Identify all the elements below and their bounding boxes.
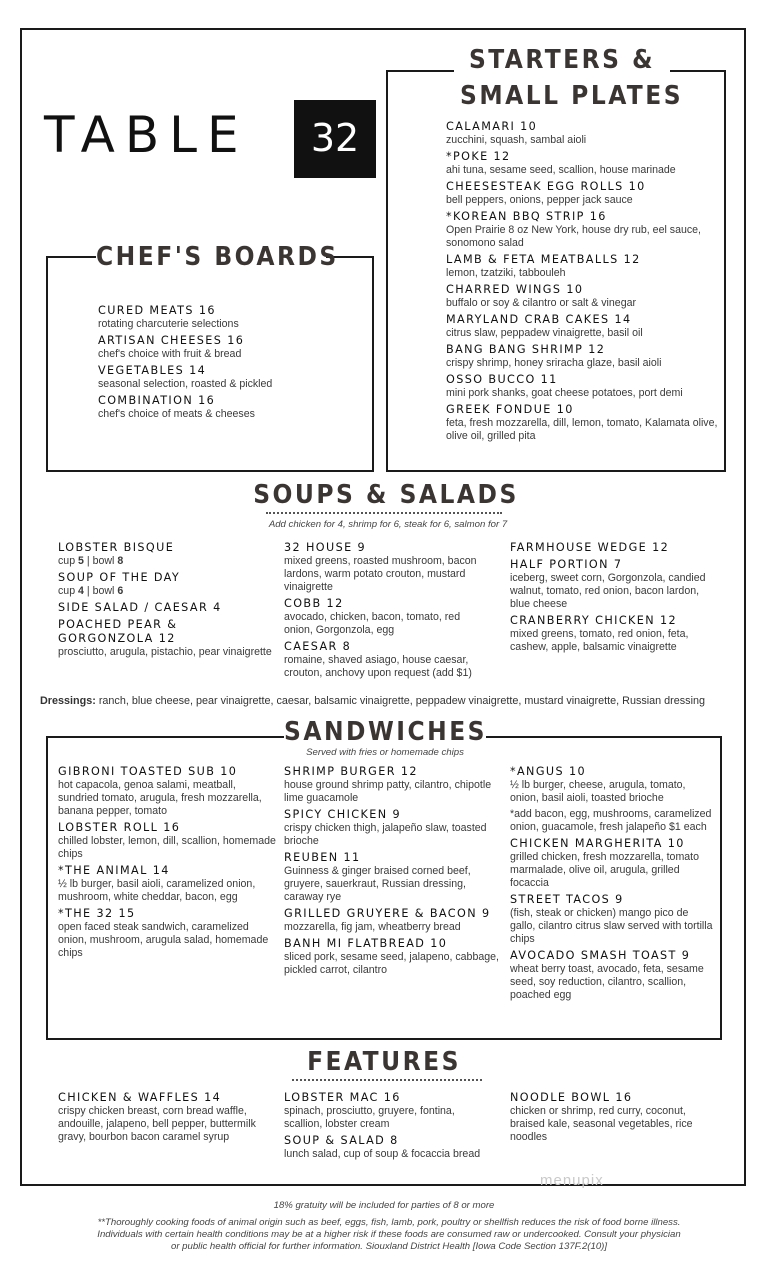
item-name: GREEK FONDUE <box>446 403 552 416</box>
item-desc: ½ lb burger, basil aioli, caramelized onion, mushroom, white cheddar, bacon, egg <box>58 878 256 903</box>
item-name-line <box>510 837 715 851</box>
menu-item <box>284 640 484 680</box>
item-price: 11 <box>343 851 361 864</box>
item-name: LOBSTER BISQUE <box>58 541 175 554</box>
item-desc: (fish, steak or chicken) mango pico de gallo, cilantro citrus slaw served with tortilla chips <box>510 907 713 945</box>
menu-item <box>510 558 720 611</box>
item-name: *KOREAN BBQ STRIP <box>446 210 585 223</box>
item-desc: *add bacon, egg, mushrooms, caramelized onion, guacamole, fresh jalapeño $1 each <box>510 808 712 833</box>
item-name-line <box>446 403 718 417</box>
item-desc: romaine, shaved asiago, house caesar, crouton, anchovy upon request (add $1) <box>284 654 472 679</box>
item-price: 16 <box>198 304 216 317</box>
item-name-line <box>510 765 715 779</box>
item-price: 8 <box>342 640 352 653</box>
menu-item <box>510 949 715 1002</box>
menu-item <box>284 1091 484 1131</box>
item-name: STREET TACOS <box>510 893 611 906</box>
item-name-line <box>58 618 278 646</box>
sandwiches-col1 <box>58 765 278 963</box>
item-name: SHRIMP BURGER <box>284 765 396 778</box>
item-desc: zucchini, squash, sambal aioli <box>446 134 587 146</box>
item-desc: mixed greens, roasted mushroom, bacon lardons, warm potato crouton, mustard vinaigrette <box>284 555 477 593</box>
item-price: 10 <box>566 283 584 296</box>
item-name: CURED MEATS <box>98 304 194 317</box>
item-price: 9 <box>481 907 491 920</box>
menu-item <box>58 1091 278 1144</box>
item-name-line <box>446 150 718 164</box>
features-col2 <box>284 1091 484 1164</box>
menu-item <box>446 150 718 177</box>
item-price: 10 <box>220 765 238 778</box>
features-col1 <box>58 1091 278 1147</box>
menu-item <box>58 765 278 818</box>
sandwiches-title: SANDWICHES <box>284 717 488 747</box>
menu-item <box>284 765 499 805</box>
logo-number: 32 <box>294 100 376 178</box>
item-price: 12 <box>400 765 418 778</box>
item-desc: avocado, chicken, bacon, tomato, red onion, Gorgonzola, egg <box>284 611 461 636</box>
item-name-line <box>446 313 718 327</box>
item-name: *THE 32 <box>58 907 114 920</box>
item-name-line <box>58 907 278 921</box>
item-name-line <box>446 180 718 194</box>
menu-item <box>510 837 715 890</box>
boards-list <box>98 304 358 424</box>
item-name-line <box>98 334 358 348</box>
item-name: VEGETABLES <box>98 364 185 377</box>
boards-title: CHEF'S BOARDS <box>96 242 339 272</box>
item-name: MARYLAND CRAB CAKES <box>446 313 610 326</box>
item-desc: feta, fresh mozzarella, dill, lemon, tomato, Kalamata olive, olive oil, grilled pita <box>446 417 718 442</box>
soups-title: SOUPS & SALADS <box>236 478 536 512</box>
menu-item <box>510 1091 710 1144</box>
item-name: LOBSTER MAC <box>284 1091 379 1104</box>
item-name: CAESAR <box>284 640 338 653</box>
item-name-line <box>284 765 499 779</box>
item-name-line <box>284 640 484 654</box>
menu-item <box>284 808 499 848</box>
item-price: 12 <box>660 614 678 627</box>
item-name: ARTISAN CHEESES <box>98 334 223 347</box>
menu-item <box>58 541 278 568</box>
menu-item <box>510 808 715 834</box>
item-desc: chef's choice of meats & cheeses <box>98 408 255 420</box>
item-name-line <box>284 851 499 865</box>
item-name-line <box>284 541 484 555</box>
item-name-line <box>446 343 718 357</box>
menu-item <box>510 541 720 555</box>
item-price: 9 <box>615 893 624 906</box>
item-desc: open faced steak sandwich, caramelized onion, mushroom, arugula salad, homemade chips <box>58 921 269 959</box>
features-title: FEATURES <box>286 1045 482 1079</box>
soups-subtitle: Add chicken for 4, shrimp for 6, steak for 6, salmon for 7 <box>268 519 508 530</box>
cup-label: cup <box>58 555 76 567</box>
item-price: 9 <box>681 949 691 962</box>
sandwiches-subtitle: Served with fries or homemade chips <box>284 747 486 758</box>
dressings-list: ranch, blue cheese, pear vinaigrette, caesar, balsamic vinaigrette, peppadew vinaigrette, mustard vinaigrette, Russian dressing <box>98 695 705 707</box>
item-name: *ANGUS <box>510 765 564 778</box>
item-price: 12 <box>623 253 641 266</box>
logo-word: TABLE <box>44 106 249 164</box>
item-name: AVOCADO SMASH TOAST <box>510 949 677 962</box>
menu-item <box>446 403 718 443</box>
item-desc: lemon, tzatziki, tabbouleh <box>446 267 566 279</box>
bowl-price: 6 <box>117 585 124 597</box>
item-price: 4 <box>213 601 222 614</box>
item-name-line <box>58 765 278 779</box>
menu-item <box>284 937 499 977</box>
item-desc: chilled lobster, lemon, dill, scallion, homemade chips <box>58 835 276 860</box>
item-desc: spinach, prosciutto, gruyere, fontina, scallion, lobster cream <box>284 1105 455 1130</box>
item-name: GIBRONI TOASTED SUB <box>58 765 216 778</box>
item-name: SOUP OF THE DAY <box>58 571 181 584</box>
item-price: 10 <box>667 837 685 850</box>
starters-list <box>446 120 718 446</box>
item-name: BANG BANG SHRIMP <box>446 343 584 356</box>
item-name: REUBEN <box>284 851 339 864</box>
item-desc <box>58 555 278 568</box>
menu-item <box>58 907 278 960</box>
item-name: CALAMARI <box>446 120 516 133</box>
menu-item <box>446 373 718 400</box>
item-name: CHARRED WINGS <box>446 283 562 296</box>
menu-item <box>510 765 715 805</box>
menu-item <box>58 821 278 861</box>
soups-col2 <box>284 541 484 683</box>
item-name-line <box>98 394 358 408</box>
starters-title <box>454 42 684 114</box>
item-desc: bell peppers, onions, pepper jack sauce <box>446 194 633 206</box>
item-name-line <box>284 808 499 822</box>
item-name-line <box>58 1091 278 1105</box>
menu-item <box>98 364 358 391</box>
item-price: 14 <box>189 364 207 377</box>
item-price: 8 <box>390 1134 399 1147</box>
menu-item <box>284 1134 484 1161</box>
dressings-label: Dressings: <box>40 695 96 707</box>
item-name: CHEESESTEAK EGG ROLLS <box>446 180 624 193</box>
item-price: 16 <box>615 1091 633 1104</box>
item-price: 10 <box>430 937 448 950</box>
item-desc: buffalo or soy & cilantro or salt & vinegar <box>446 297 636 309</box>
item-name: COMBINATION <box>98 394 194 407</box>
item-desc <box>58 585 278 598</box>
item-desc: prosciutto, arugula, pistachio, pear vinaigrette <box>58 646 272 658</box>
menu-item <box>446 253 718 280</box>
starters-title-line1: STARTERS & <box>468 45 656 75</box>
menu-item <box>510 614 720 654</box>
menu-item <box>58 601 278 615</box>
item-price: 10 <box>568 765 586 778</box>
item-name-line <box>446 283 718 297</box>
item-price: 14 <box>204 1091 222 1104</box>
menu-item <box>446 283 718 310</box>
item-price: 10 <box>628 180 646 193</box>
item-desc: mini pork shanks, goat cheese potatoes, port demi <box>446 387 683 399</box>
cup-price: 4 <box>78 585 84 597</box>
item-name: GRILLED GRUYERE & BACON <box>284 907 477 920</box>
item-desc: citrus slaw, peppadew vinaigrette, basil oil <box>446 327 643 339</box>
item-price: 16 <box>198 394 216 407</box>
item-name-line <box>510 541 720 555</box>
item-name: CHICKEN MARGHERITA <box>510 837 663 850</box>
item-price: 10 <box>520 120 538 133</box>
item-name: BANH MI FLATBREAD <box>284 937 426 950</box>
starters-title-line2: SMALL PLATES <box>460 81 684 111</box>
item-name-line <box>510 558 720 572</box>
item-desc: ½ lb burger, cheese, arugula, tomato, onion, basil aioli, toasted brioche <box>510 779 686 804</box>
item-name-line <box>446 253 718 267</box>
menu-item <box>510 893 715 946</box>
item-price: 12 <box>493 150 511 163</box>
menu-item <box>446 313 718 340</box>
item-desc: iceberg, sweet corn, Gorgonzola, candied walnut, tomato, red onion, bacon lardon, blue cheese <box>510 572 706 610</box>
item-name-line <box>284 1091 484 1105</box>
item-name: NOODLE BOWL <box>510 1091 611 1104</box>
bowl-label: | bowl <box>83 585 118 597</box>
item-name-line <box>58 601 278 615</box>
item-name: LOBSTER ROLL <box>58 821 159 834</box>
item-name-line <box>446 210 718 224</box>
soups-divider <box>266 512 502 514</box>
watermark: menupix <box>540 1172 604 1189</box>
item-desc: mozzarella, fig jam, wheatberry bread <box>284 921 461 933</box>
item-desc: grilled chicken, fresh mozzarella, tomato marmalade, olive oil, arugula, grilled focaccia <box>510 851 700 889</box>
item-name: *THE ANIMAL <box>58 864 148 877</box>
menu-item <box>446 343 718 370</box>
item-desc: sliced pork, sesame seed, jalapeno, cabbage, pickled carrot, cilantro <box>284 951 499 976</box>
item-price: 16 <box>589 210 607 223</box>
item-desc: crispy chicken thigh, jalapeño slaw, toasted brioche <box>284 822 487 847</box>
item-name-line <box>510 1091 710 1105</box>
item-price: 14 <box>614 313 632 326</box>
item-price: 12 <box>158 632 176 645</box>
item-price: 10 <box>556 403 574 416</box>
item-desc: chicken or shrimp, red curry, coconut, braised kale, seasonal vegetables, rice noodles <box>510 1105 693 1143</box>
item-name-line <box>510 949 715 963</box>
item-desc: rotating charcuterie selections <box>98 318 239 330</box>
item-name-line <box>510 893 715 907</box>
item-price: 12 <box>326 597 344 610</box>
item-desc: seasonal selection, roasted & pickled <box>98 378 273 390</box>
menu-item <box>446 120 718 147</box>
menu-item <box>284 597 484 637</box>
item-name: *POKE <box>446 150 489 163</box>
item-name-line <box>284 597 484 611</box>
soups-col3 <box>510 541 720 657</box>
item-price: 14 <box>152 864 170 877</box>
item-name: HALF PORTION <box>510 558 609 571</box>
item-price: 7 <box>613 558 623 571</box>
item-name-line <box>446 373 718 387</box>
item-name-line <box>446 120 718 134</box>
item-name: SPICY CHICKEN <box>284 808 388 821</box>
item-name-line <box>510 614 720 628</box>
menu-item <box>446 210 718 250</box>
cup-label: cup <box>58 585 76 597</box>
item-desc: Guinness & ginger braised corned beef, gruyere, sauerkraut, Russian dressing, caraway rye <box>284 865 471 903</box>
item-name: OSSO BUCCO <box>446 373 536 386</box>
item-name: CHICKEN & WAFFLES <box>58 1091 200 1104</box>
item-name: 32 HOUSE <box>284 541 353 554</box>
item-price: 11 <box>540 373 558 386</box>
item-name: SOUP & SALAD <box>284 1134 386 1147</box>
menu-item <box>98 304 358 331</box>
menu-item <box>284 907 499 934</box>
item-desc: mixed greens, tomato, red onion, feta, cashew, apple, balsamic vinaigrette <box>510 628 689 653</box>
dressings <box>40 695 740 707</box>
item-name-line <box>98 304 358 318</box>
item-name: FARMHOUSE WEDGE <box>510 541 648 554</box>
item-name: CRANBERRY CHICKEN <box>510 614 656 627</box>
health-warning: **Thoroughly cooking foods of animal origin such as beef, eggs, fish, lamb, pork, poultry or shellfish reduces the risk of food borne illness. Individuals with certain health conditions may be at a higher risk if these foods are consumed raw or undercooked. Consult your physician or public health official for further information. Siouxland District Health [Iowa Code Section 137F.2(10)] <box>97 1217 681 1252</box>
item-name-line <box>284 907 499 921</box>
menu-item <box>98 334 358 361</box>
item-price: 9 <box>392 808 401 821</box>
item-desc: chef's choice with fruit & bread <box>98 348 242 360</box>
menu-item <box>446 180 718 207</box>
item-price: 15 <box>118 907 136 920</box>
bowl-label: | bowl <box>83 555 118 567</box>
bowl-price: 8 <box>117 555 124 567</box>
item-desc: house ground shrimp patty, cilantro, chipotle lime guacamole <box>284 779 492 804</box>
menu-item <box>58 864 278 904</box>
item-name-line <box>58 821 278 835</box>
item-desc: ahi tuna, sesame seed, scallion, house marinade <box>446 164 676 176</box>
menu-item <box>98 394 358 421</box>
item-desc: lunch salad, cup of soup & focaccia bread <box>284 1148 481 1160</box>
soups-col1 <box>58 541 278 662</box>
item-desc: hot capacola, genoa salami, meatball, sundried tomato, arugula, fresh mozzarella, banana pepper, tomato <box>58 779 262 817</box>
item-price: 12 <box>652 541 670 554</box>
item-price: 9 <box>357 541 367 554</box>
cup-price: 5 <box>78 555 84 567</box>
item-price: 12 <box>588 343 606 356</box>
item-name: POACHED PEAR & GORGONZOLA <box>58 618 178 645</box>
item-name-line <box>284 1134 484 1148</box>
item-price: 16 <box>163 821 181 834</box>
menu-item <box>58 618 278 659</box>
item-price: 16 <box>227 334 245 347</box>
features-col3 <box>510 1091 710 1147</box>
sandwiches-col3 <box>510 765 715 1005</box>
item-name-line <box>58 864 278 878</box>
item-desc: Open Prairie 8 oz New York, house dry rub, eel sauce, sonomono salad <box>446 224 701 249</box>
gratuity-note: 18% gratuity will be included for parties of 8 or more <box>273 1200 495 1211</box>
menu-item <box>284 851 499 904</box>
menu-item <box>58 571 278 598</box>
item-name-line <box>284 937 499 951</box>
item-name: COBB <box>284 597 322 610</box>
item-desc: crispy shrimp, honey sriracha glaze, basil aioli <box>446 357 662 369</box>
sandwiches-col2 <box>284 765 499 980</box>
features-divider <box>292 1079 482 1081</box>
item-price: 16 <box>383 1091 401 1104</box>
menu-item <box>284 541 484 594</box>
item-desc: wheat berry toast, avocado, feta, sesame seed, soy reduction, cilantro, scallion, poached egg <box>510 963 704 1001</box>
item-desc: crispy chicken breast, corn bread waffle, andouille, jalapeno, bell pepper, buttermilk gravy, bourbon bacon caramel syrup <box>58 1105 256 1143</box>
item-name-line <box>98 364 358 378</box>
logo <box>44 100 376 178</box>
item-name: LAMB & FETA MEATBALLS <box>446 253 619 266</box>
item-name: SIDE SALAD / CAESAR <box>58 601 209 614</box>
